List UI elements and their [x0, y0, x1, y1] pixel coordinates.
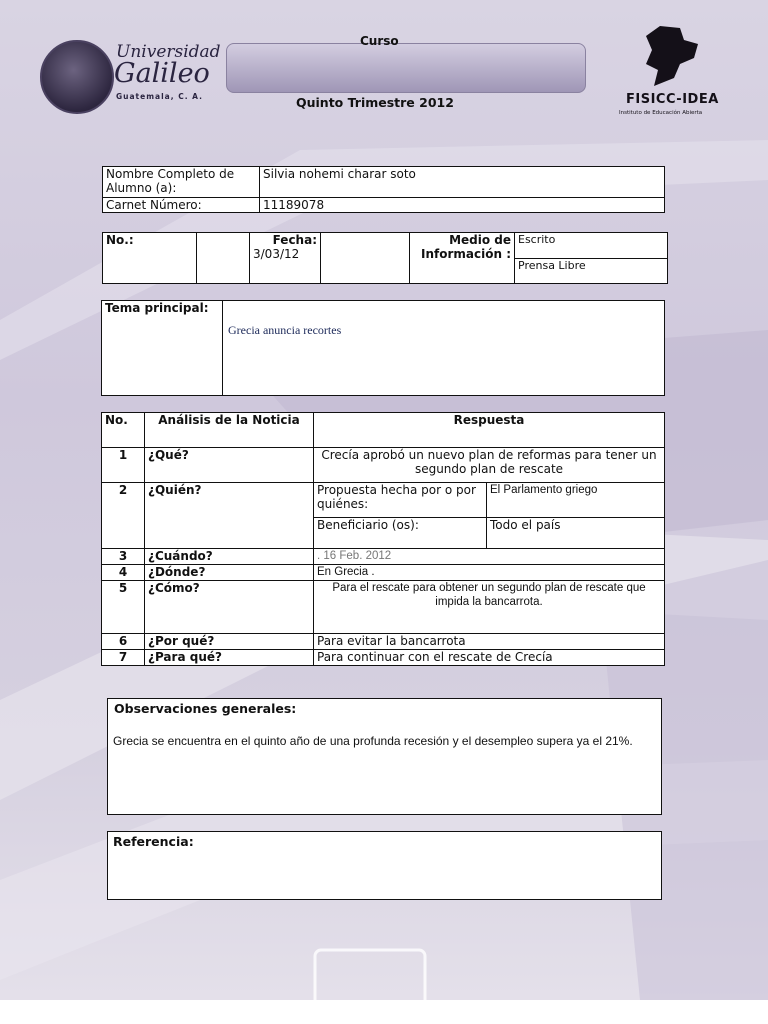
referencia-label: Referencia:: [113, 834, 194, 849]
trimestre-text: Quinto Trimestre 2012: [296, 95, 454, 110]
row-no: 1: [102, 448, 145, 483]
row-question: ¿Qué?: [145, 448, 314, 483]
col-no-header: No.: [102, 413, 145, 448]
row-question: ¿Quién?: [145, 483, 314, 549]
fisicc-subtitle: Instituto de Educación Abierta: [619, 110, 703, 116]
quien-propuesta-label: Propuesta hecha por o por quiénes:: [314, 483, 487, 518]
table-row: [102, 650, 665, 666]
medio-option-escrito[interactable]: Escrito: [515, 233, 668, 259]
fisicc-map-icon: [640, 24, 702, 94]
fecha-cell: [250, 233, 321, 284]
row-answer[interactable]: Para evitar la bancarrota: [314, 634, 665, 650]
table-row: [102, 634, 665, 650]
row-answer[interactable]: Para continuar con el rescate de Crecía: [314, 650, 665, 666]
quien-beneficiario-label: Beneficiario (os):: [314, 518, 487, 549]
tema-value[interactable]: Grecia anuncia recortes: [223, 301, 665, 396]
referencia-box: [107, 831, 662, 900]
row-question: ¿Para qué?: [145, 650, 314, 666]
logo-galileo-text: Galileo: [114, 58, 210, 89]
carnet-value[interactable]: 11189078: [260, 198, 665, 213]
analysis-table: [101, 412, 665, 666]
logo-universidad-text: Universidad: [116, 42, 221, 62]
table-row: [102, 549, 665, 565]
tema-table: [101, 300, 665, 396]
row-question: ¿Cuándo?: [145, 549, 314, 565]
tema-label: Tema principal:: [102, 301, 223, 396]
row-no: 3: [102, 549, 145, 565]
col-analisis-header: Análisis de la Noticia: [145, 413, 314, 448]
row-no: 4: [102, 565, 145, 581]
row-answer[interactable]: En Grecia .: [314, 565, 665, 581]
no-label: No.:: [103, 233, 197, 284]
medio-label: Medio de Información :: [410, 233, 515, 284]
no-value[interactable]: [197, 233, 250, 284]
row-no: 7: [102, 650, 145, 666]
col-respuesta-header: Respuesta: [314, 413, 665, 448]
logo-guatemala-text: Guatemala, C. A.: [116, 92, 203, 101]
table-row: [102, 448, 665, 483]
row-answer[interactable]: . 16 Feb. 2012: [314, 549, 665, 565]
quien-propuesta-value[interactable]: El Parlamento griego: [487, 483, 665, 518]
name-value[interactable]: Silvia nohemi charar soto: [260, 167, 665, 198]
fecha-value[interactable]: 3/03/12: [253, 247, 300, 261]
fecha-extra[interactable]: [321, 233, 410, 284]
fisicc-title: FISICC-IDEA: [626, 92, 719, 107]
quien-beneficiario-value[interactable]: Todo el país: [487, 518, 665, 549]
table-row: [102, 581, 665, 634]
table-row: [102, 565, 665, 581]
row-question: ¿Dónde?: [145, 565, 314, 581]
observaciones-box: [107, 698, 662, 815]
medio-option-prensa[interactable]: Prensa Libre: [515, 258, 668, 284]
observaciones-label: Observaciones generales:: [114, 701, 297, 716]
name-label: Nombre Completo de Alumno (a):: [103, 167, 260, 198]
galileo-seal-logo: [40, 40, 114, 114]
row-no: 5: [102, 581, 145, 634]
row-no: 2: [102, 483, 145, 549]
row-question: ¿Por qué?: [145, 634, 314, 650]
row-answer[interactable]: Crecía aprobó un nuevo plan de reformas para tener un segundo plan de rescate: [314, 448, 665, 483]
curso-field[interactable]: [226, 43, 586, 93]
student-table: [102, 166, 665, 213]
curso-label: Curso: [360, 34, 399, 48]
fecha-label: Fecha:: [272, 233, 317, 247]
table-row: [102, 483, 665, 518]
carnet-label: Carnet Número:: [103, 198, 260, 213]
observaciones-text[interactable]: Grecia se encuentra en el quinto año de una profunda recesión y el desempleo supera ya el 21%.: [113, 734, 633, 748]
row-no: 6: [102, 634, 145, 650]
row-answer[interactable]: Para el rescate para obtener un segundo plan de rescate que impida la bancarrota.: [314, 581, 665, 634]
info-table: [102, 232, 668, 284]
row-question: ¿Cómo?: [145, 581, 314, 634]
